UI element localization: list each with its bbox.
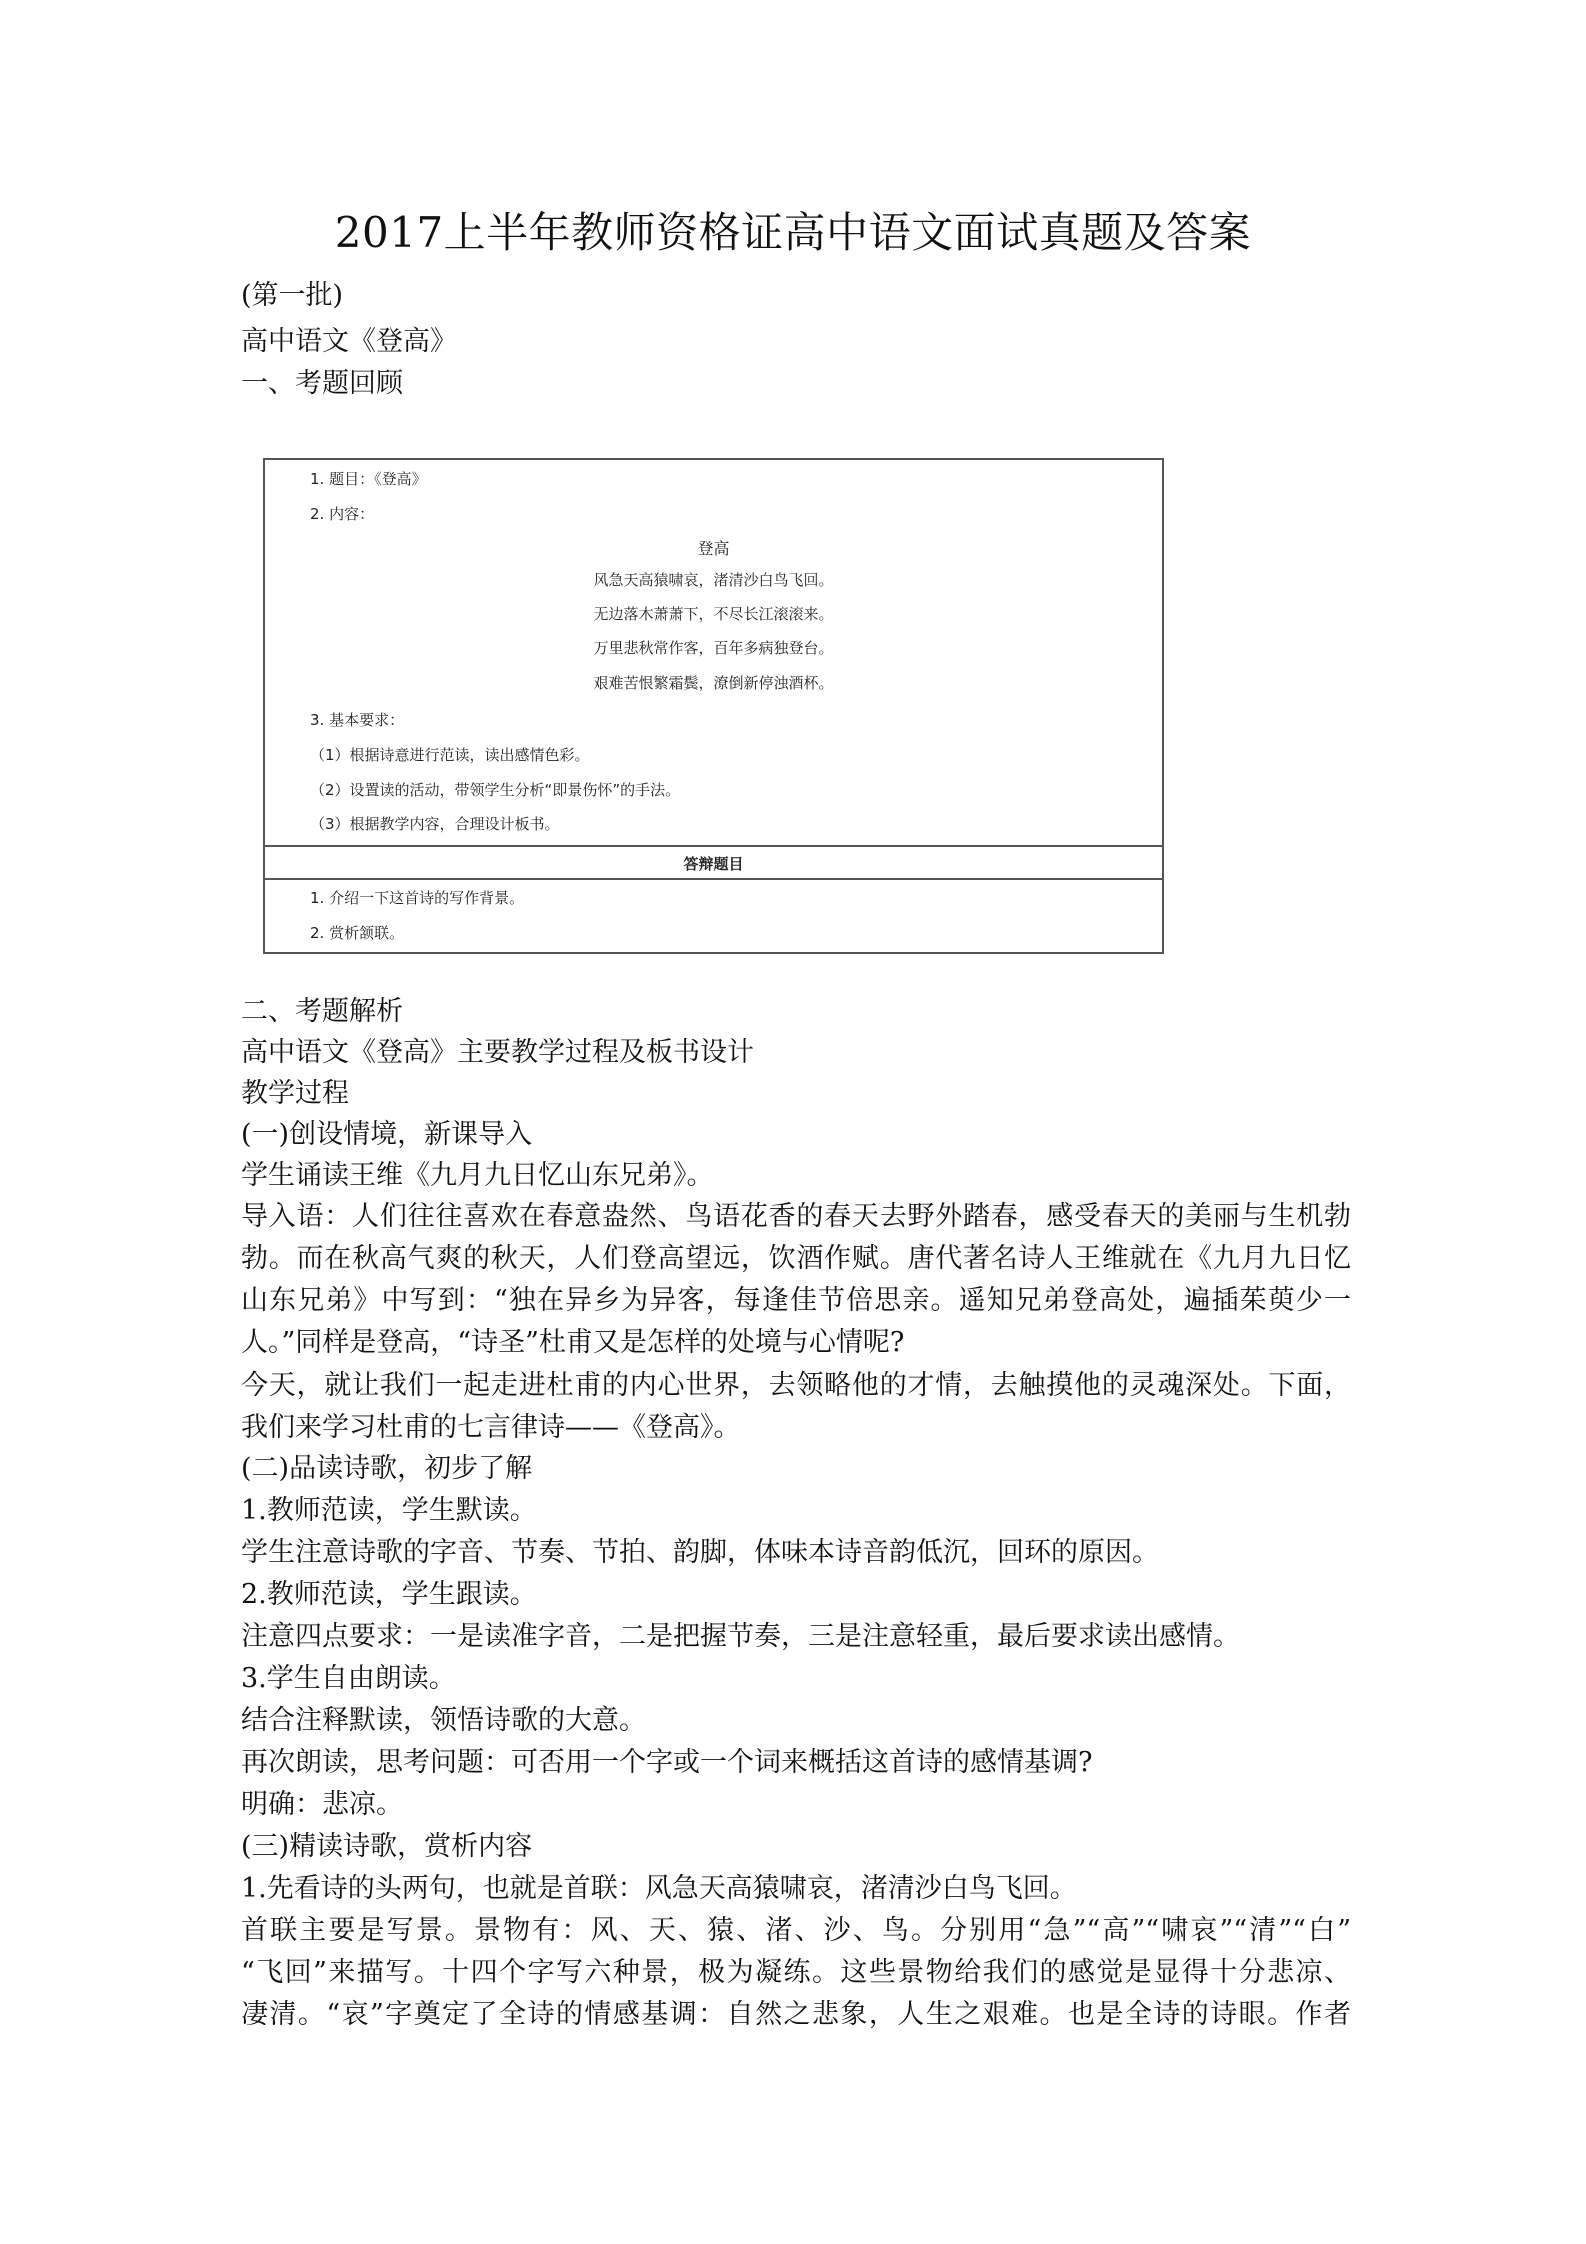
paragraph: 明确：悲凉。 (241, 1789, 403, 1820)
paragraph-line: “飞回”来描写。十四个字写六种景，极为凝练。这些景物给我们的感觉是显得十分悲凉、 (241, 1957, 1351, 1988)
paragraph-line: 人。”同样是登高，“诗圣”杜甫又是怎样的处境与心情呢? (241, 1327, 905, 1358)
paragraph-line: 首联主要是写景。景物有：风、天、猿、渚、沙、鸟。分别用“急”“高”“啸哀”“清”“白” (241, 1915, 1351, 1946)
poem-title: 登高 (697, 539, 730, 558)
table-divider (265, 878, 1162, 880)
defense-question: 1. 介绍一下这首诗的写作背景。 (310, 889, 525, 907)
question-image (263, 458, 1164, 954)
requirement-item: （3）根据教学内容，合理设计板书。 (310, 815, 560, 833)
paragraph-line: 凄清。“哀”字奠定了全诗的情感基调：自然之悲象，人生之艰难。也是全诗的诗眼。作者 (241, 1999, 1351, 2030)
paragraph-line: 山东兄弟》中写到：“独在异乡为异客，每逢佳节倍思亲。遥知兄弟登高处，遍插茱萸少一 (241, 1285, 1351, 1316)
section-heading: 二、考题解析 (241, 996, 403, 1027)
page-title: 2017上半年教师资格证高中语文面试真题及答案 (334, 208, 1252, 257)
requirement-item: （1）根据诗意进行范读，读出感情色彩。 (310, 746, 590, 764)
poem-line: 艰难苦恨繁霜鬓，潦倒新停浊酒杯。 (593, 674, 834, 692)
paragraph: 1.先看诗的头两句，也就是首联：风急天高猿啸哀，渚清沙白鸟飞回。 (241, 1873, 1077, 1904)
paragraph-line: 导入语：人们往往喜欢在春意盎然、鸟语花香的春天去野外踏春，感受春天的美丽与生机勃 (241, 1201, 1351, 1232)
table-divider (265, 845, 1162, 847)
batch-label: (第一批) (241, 280, 344, 311)
paragraph: 2.教师范读，学生跟读。 (241, 1579, 537, 1610)
poem-line: 万里悲秋常作客，百年多病独登台。 (593, 639, 834, 657)
paragraph: 1.教师范读，学生默读。 (241, 1495, 537, 1526)
poem-line: 无边落木萧萧下，不尽长江滚滚来。 (593, 605, 834, 623)
poem-line: 风急天高猿啸哀，渚清沙白鸟飞回。 (593, 571, 834, 589)
paragraph-line: 今天，就让我们一起走进杜甫的内心世界，去领略他的才情，去触摸他的灵魂深处。下面， (241, 1370, 1351, 1401)
question-content-label: 2. 内容： (310, 505, 375, 523)
section-heading: 一、考题回顾 (241, 368, 403, 399)
step-heading: (二)品读诗歌，初步了解 (241, 1453, 533, 1484)
paragraph: 3.学生自由朗读。 (241, 1663, 456, 1694)
question-topic: 1. 题目：《登高》 (310, 470, 427, 488)
defense-header: 答辩题目 (683, 855, 744, 873)
paragraph: 注意四点要求：一是读准字音，二是把握节奏，三是注意轻重，最后要求读出感情。 (241, 1621, 1240, 1652)
paragraph: 学生诵读王维《九月九日忆山东兄弟》。 (241, 1160, 714, 1191)
paragraph: 再次朗读，思考问题：可否用一个字或一个词来概括这首诗的感情基调? (241, 1747, 1093, 1778)
subject-heading: 高中语文《登高》 (241, 326, 457, 357)
step-heading: (三)精读诗歌，赏析内容 (241, 1831, 533, 1862)
step-heading: (一)创设情境，新课导入 (241, 1119, 533, 1150)
paragraph-line: 勃。而在秋高气爽的秋天，人们登高望远，饮酒作赋。唐代著名诗人王维就在《九月九日忆 (241, 1243, 1351, 1274)
requirements-label: 3. 基本要求： (310, 711, 405, 729)
paragraph: 教学过程 (241, 1078, 349, 1109)
paragraph: 学生注意诗歌的字音、节奏、节拍、韵脚，体味本诗音韵低沉，回环的原因。 (241, 1537, 1159, 1568)
paragraph: 高中语文《登高》主要教学过程及板书设计 (241, 1037, 754, 1068)
defense-question: 2. 赏析颔联。 (310, 924, 405, 942)
requirement-item: （2）设置读的活动，带领学生分析“即景伤怀”的手法。 (310, 781, 681, 799)
paragraph-line: 我们来学习杜甫的七言律诗——《登高》。 (241, 1412, 741, 1443)
paragraph: 结合注释默读，领悟诗歌的大意。 (241, 1705, 646, 1736)
